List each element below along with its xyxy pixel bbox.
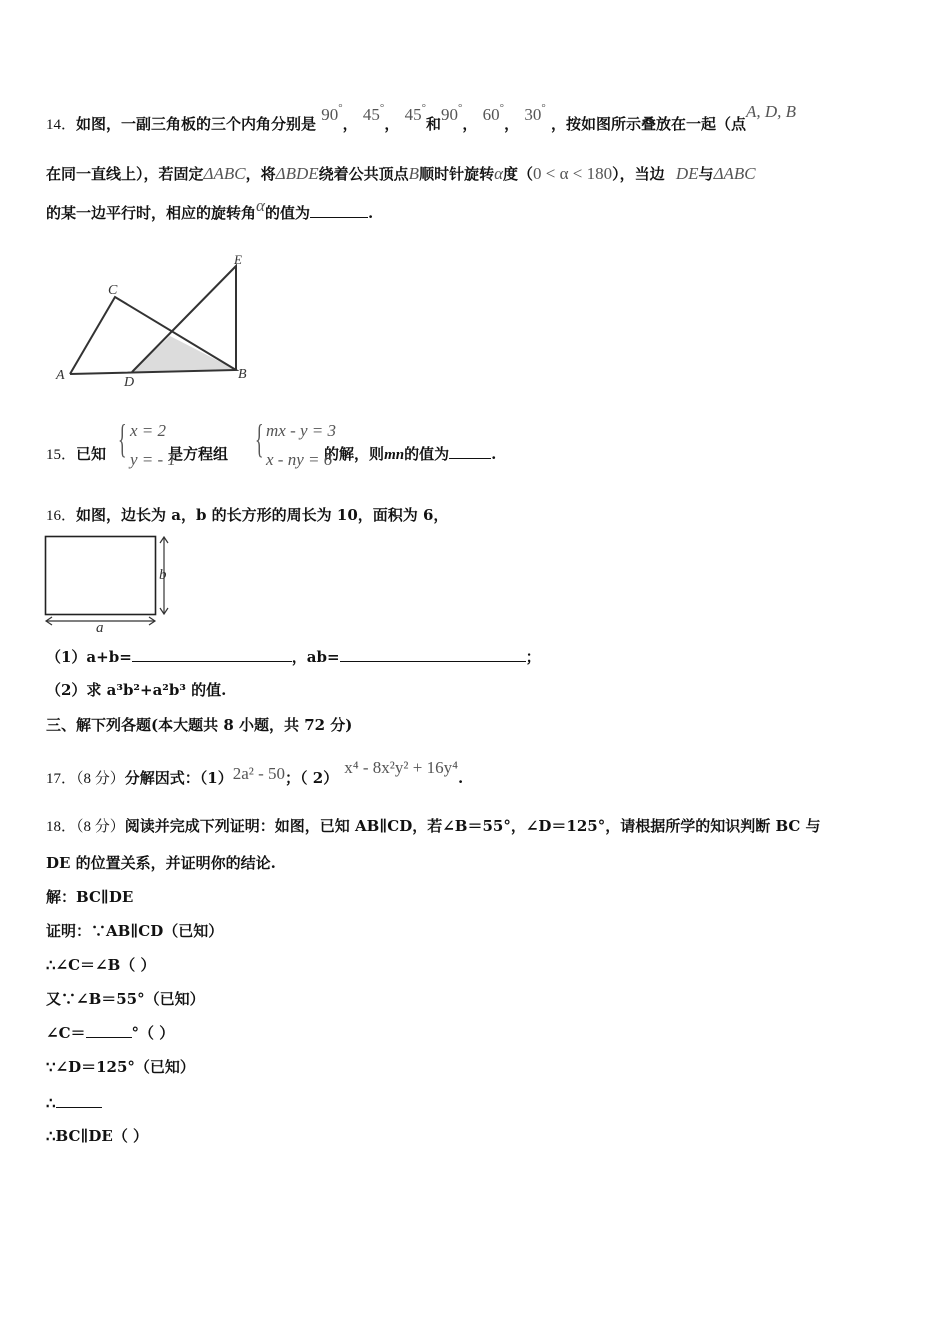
alpha-2: α (256, 196, 265, 215)
equation-1: mx - y = 3 (266, 421, 337, 440)
q14-points: A, D, B (745, 102, 797, 121)
answer-blank-a-plus-b[interactable] (132, 647, 292, 662)
mn: mn (384, 447, 405, 463)
q17-line: 17．（8 分）分解因式：（1）2a² - 50；（ 2）x⁴ - 8x²y² + 16y⁴. (46, 758, 464, 787)
triangle-abc: ΔABC (203, 164, 246, 183)
q18-proof-3: 又∵∠B＝55°（已知） (46, 990, 205, 1008)
q17-score: （8 分） (76, 771, 125, 787)
section-heading: 三、解下列各题(本大题共 8 小题，共 72 分) (46, 716, 353, 734)
angle-45-b: 45° (404, 102, 426, 124)
edge-de: DE (675, 164, 699, 183)
q16-part2: （2）求 a³b²+a²b³ 的值. (46, 681, 227, 699)
label-c: C (108, 283, 118, 298)
q18-score: （8 分） (76, 819, 125, 835)
solution-y: y = - 1 (130, 450, 176, 469)
vertex-b: B (408, 164, 420, 183)
answer-blank-q15[interactable] (449, 444, 491, 459)
label-a-side: a (96, 620, 104, 635)
angle-90-b: 90° (441, 102, 463, 124)
answer-blank-conclusion[interactable] (56, 1093, 102, 1108)
triangle-abc-2: ΔABC (713, 164, 756, 183)
q18-proof-5: ∵∠D＝125°（已知） (46, 1058, 195, 1076)
q14-triangle-figure (50, 250, 255, 390)
q18-proof-7: ∴BC∥DE（ ） (46, 1127, 149, 1145)
q16-number: 16． (46, 508, 77, 524)
angle-45-a: 45° (362, 102, 385, 124)
q18-proof-4: ∠C＝ °（ ） (46, 1024, 175, 1042)
solution-x: x = 2 (130, 421, 167, 440)
q14-line1: 14．如图，一副三角板的三个内角分别是 90°， 45°， 45°和90°， 60°， 30° ，按如图所示叠放在一起（点A, D, B (46, 102, 797, 133)
q18-line2: DE 的位置关系，并证明你的结论. (46, 854, 276, 872)
q16-text: 如图，边长为 a，b 的长方形的周长为 10，面积为 6， (76, 506, 449, 524)
answer-blank-angle-c[interactable] (86, 1023, 132, 1038)
q18-line1: 18．（8 分）阅读并完成下列证明：如图，已知 AB∥CD，若∠B＝55°，∠D＝125°，请根据所学的知识判断 BC 与 (46, 817, 821, 835)
label-a: A (56, 368, 65, 383)
angle-90-a: 90° (321, 102, 343, 124)
expression-1: 2a² - 50 (232, 764, 286, 783)
expression-2: x⁴ - 8x²y² + 16y⁴ (344, 758, 459, 777)
q14-line2: 在同一直线上），若固定ΔABC，将ΔBDE绕着公共顶点B顺时针旋转α度（0 < α < 180），当边 DE与ΔABC (46, 164, 756, 183)
q14-text: 如图，一副三角板的三个内角分别是 (76, 115, 317, 133)
q18-proof-2: ∴∠C＝∠B（ ） (46, 956, 156, 974)
angle-60: 60° (482, 102, 505, 124)
q14-number: 14． (46, 117, 77, 133)
rectangle (46, 537, 156, 615)
answer-blank-ab[interactable] (340, 647, 526, 662)
q15-number: 15． (46, 447, 77, 463)
label-b-side: b (159, 567, 167, 583)
brace-system: { (255, 416, 264, 461)
q14-line3: 的某一边平行时，相应的旋转角α的值为 . (46, 196, 374, 222)
label-b: B (238, 367, 247, 382)
q18-proof-1: 证明：∵AB∥CD（已知） (46, 922, 224, 940)
equation-2: x - ny = 6 (266, 450, 333, 469)
q18-proof-6: ∴ (46, 1093, 102, 1113)
alpha: α (494, 164, 504, 183)
answer-blank-q14[interactable] (310, 203, 368, 218)
rectangle-figure (44, 533, 176, 635)
q14-text-2: ，按如图所示叠放在一起（点 (550, 115, 746, 133)
q15-line: 15．已知 是方程组 的解，则mn的值为 . (46, 445, 497, 463)
q18-solution: 解：BC∥DE (46, 888, 134, 906)
triangle-bde: ΔBDE (275, 164, 319, 183)
brace-solution: { (118, 416, 127, 461)
q16-line (46, 505, 448, 526)
alpha-range: 0 < α < 180 (533, 164, 613, 183)
overlap-shaded-region (132, 336, 236, 372)
label-e: E (234, 252, 242, 267)
label-d: D (124, 375, 135, 390)
q16-part1: （1）a+b= ，ab= ； (46, 648, 541, 666)
angle-30: 30° (524, 102, 546, 124)
q18-number: 18． (46, 819, 77, 835)
q17-number: 17． (46, 771, 77, 787)
